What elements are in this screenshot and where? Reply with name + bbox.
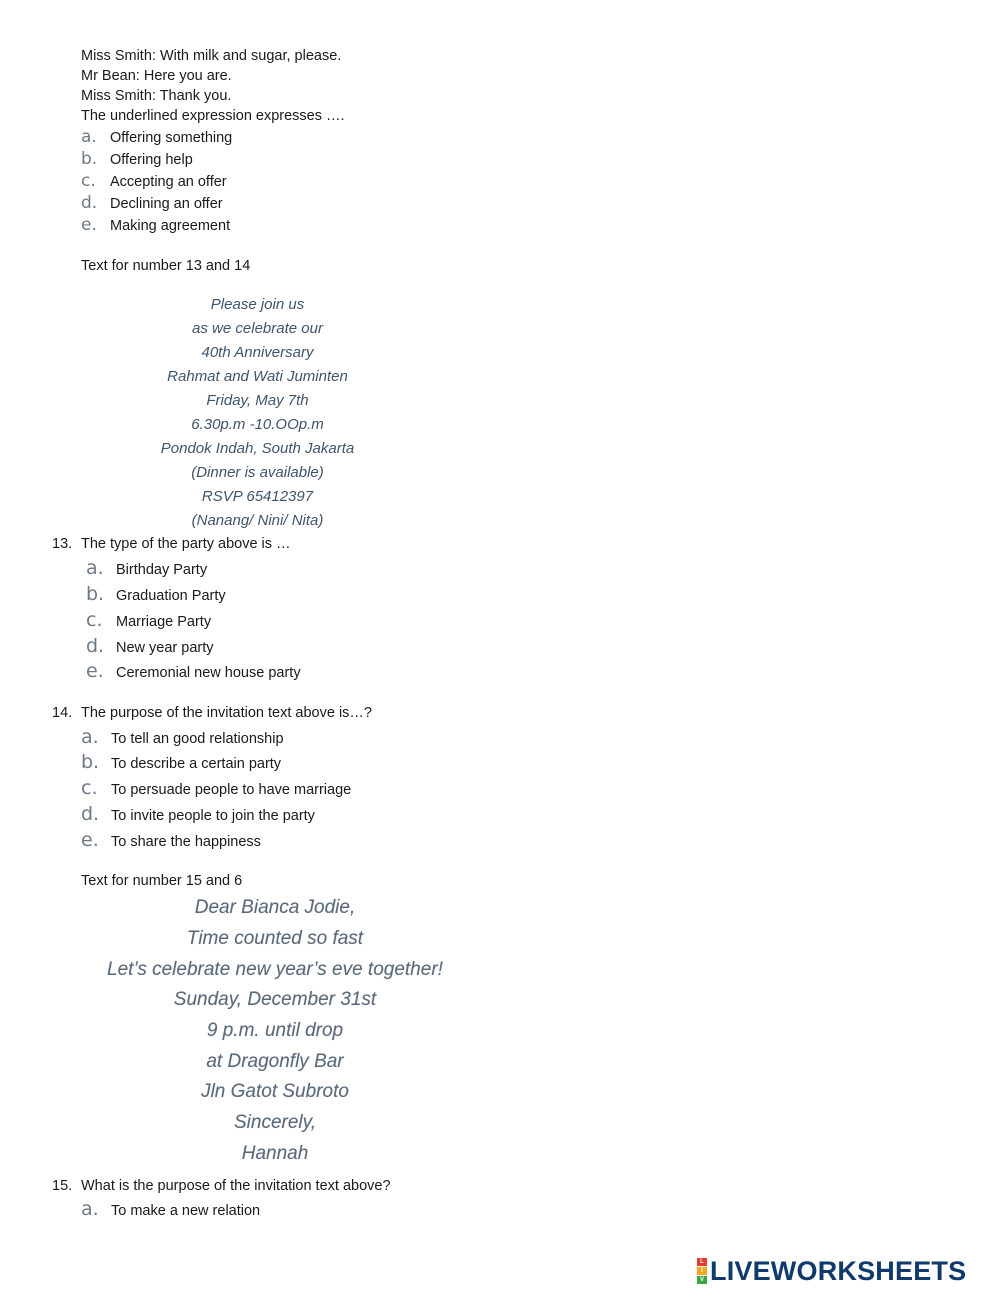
option-letter: a. — [81, 1198, 99, 1220]
logo-block: V — [697, 1276, 707, 1284]
question-14-number: 14. — [52, 705, 73, 721]
logo-blocks — [697, 1258, 707, 1284]
invitation-line: (Dinner is available) — [191, 464, 324, 481]
q12-option-a[interactable] — [81, 127, 232, 148]
option-letter: a. — [86, 557, 104, 579]
option-letter: d. — [81, 803, 100, 825]
option-text: Accepting an offer — [110, 174, 227, 190]
option-text: Graduation Party — [116, 588, 226, 604]
option-letter: d. — [81, 193, 98, 213]
option-letter: c. — [81, 171, 96, 191]
invitation-signature: Hannah — [241, 1143, 309, 1164]
q15-option-a[interactable] — [81, 1199, 260, 1221]
invitation-line: Let’s celebrate new year’s eve together! — [107, 959, 443, 980]
q14-option-e[interactable] — [81, 830, 261, 852]
invitation-line: Sunday, December 31st — [173, 989, 377, 1010]
q12-option-e[interactable] — [81, 215, 230, 236]
q14-option-d[interactable] — [81, 804, 315, 826]
logo-block: L — [697, 1258, 707, 1266]
liveworksheets-logo — [697, 1256, 966, 1286]
invitation-line: RSVP 65412397 — [201, 488, 314, 505]
invitation-line: as we celebrate our — [192, 320, 323, 337]
q14-option-c[interactable] — [81, 778, 351, 800]
q13-option-a[interactable] — [86, 558, 207, 580]
invitation-line: at Dragonfly Bar — [206, 1051, 344, 1072]
question-12-text: The underlined expression expresses …. — [81, 108, 345, 124]
option-letter: b. — [81, 149, 98, 169]
option-letter: e. — [81, 829, 99, 851]
question-15-text: What is the purpose of the invitation text above? — [81, 1178, 391, 1194]
q14-option-a[interactable] — [81, 727, 284, 749]
option-letter: c. — [81, 777, 98, 799]
q12-option-d[interactable] — [81, 193, 223, 214]
invitation-line: 9 p.m. until drop — [206, 1020, 344, 1041]
option-text: New year party — [116, 640, 214, 656]
option-letter: b. — [81, 751, 100, 773]
option-text: Offering something — [110, 130, 233, 146]
option-letter: e. — [86, 660, 104, 682]
option-text: To tell an good relationship — [111, 731, 284, 747]
invitation-line: Please join us — [210, 296, 305, 313]
option-text: To invite people to join the party — [111, 808, 315, 824]
q12-option-b[interactable] — [81, 149, 193, 170]
option-letter: d. — [86, 635, 105, 657]
dialog-line: Miss Smith: Thank you. — [81, 88, 232, 104]
logo-text: LIVEWORKSHEETS — [710, 1255, 967, 1286]
text-reference-13-14: Text for number 13 and 14 — [81, 258, 251, 274]
option-text: Offering help — [110, 152, 193, 168]
logo-block: I — [697, 1267, 707, 1275]
option-text: To persuade people to have marriage — [111, 782, 352, 798]
q13-option-c[interactable] — [86, 610, 211, 632]
question-15-number: 15. — [52, 1178, 73, 1194]
invitation-line: 40th Anniversary — [201, 344, 314, 361]
q13-option-e[interactable] — [86, 661, 301, 683]
option-text: Marriage Party — [116, 614, 212, 630]
invitation-line: Jln Gatot Subroto — [201, 1081, 349, 1102]
invitation-line: Sincerely, — [233, 1112, 316, 1133]
question-13-text: The type of the party above is … — [81, 536, 291, 552]
option-text: To make a new relation — [111, 1203, 261, 1219]
option-text: Ceremonial new house party — [116, 665, 301, 681]
option-letter: b. — [86, 583, 105, 605]
option-text: Birthday Party — [116, 562, 208, 578]
invitation-line: Friday, May 7th — [206, 392, 309, 409]
dialog-line: Miss Smith: With milk and sugar, please. — [81, 48, 342, 64]
q14-option-b[interactable] — [81, 752, 281, 774]
q12-option-c[interactable] — [81, 171, 227, 192]
invitation-line: (Nanang/ Nini/ Nita) — [191, 512, 324, 529]
question-14-text: The purpose of the invitation text above is…? — [81, 705, 372, 721]
text-reference-15-6: Text for number 15 and 6 — [81, 873, 243, 889]
option-text: To describe a certain party — [111, 756, 282, 772]
question-13-number: 13. — [52, 536, 73, 552]
invitation-hosts: Rahmat and Wati Juminten — [167, 368, 348, 385]
q13-option-b[interactable] — [86, 584, 226, 606]
option-letter: a. — [81, 726, 99, 748]
q13-option-d[interactable] — [86, 636, 214, 658]
invitation-greeting: Dear Bianca Jodie, — [194, 897, 356, 918]
invitation-line: Time counted so fast — [186, 928, 364, 949]
option-text: Declining an offer — [110, 196, 223, 212]
option-letter: e. — [81, 215, 97, 235]
option-text: Making agreement — [110, 218, 231, 234]
dialog-line: Mr Bean: Here you are. — [81, 68, 232, 84]
option-letter: c. — [86, 609, 103, 631]
option-letter: a. — [81, 127, 97, 147]
invitation-line: 6.30p.m -10.OOp.m — [191, 416, 324, 433]
option-text: To share the happiness — [111, 834, 261, 850]
invitation-line: Pondok Indah, South Jakarta — [160, 440, 355, 457]
